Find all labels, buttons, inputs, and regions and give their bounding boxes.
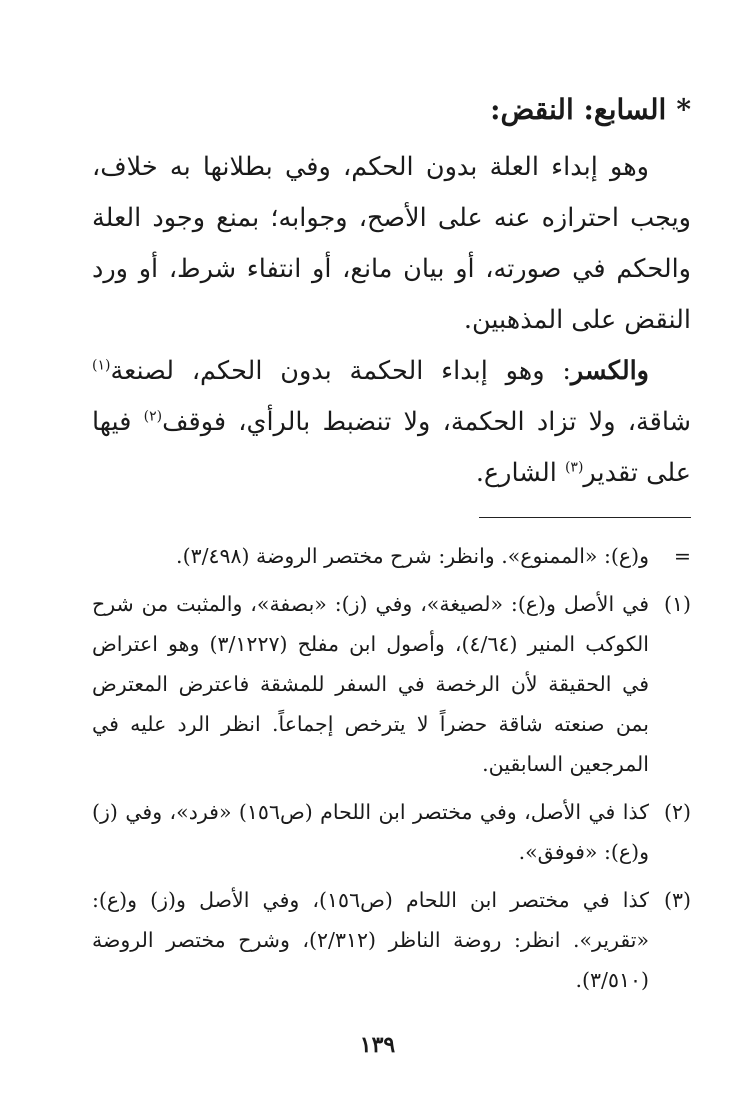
main-text xyxy=(92,142,691,499)
kasr-text-d: الشارع. xyxy=(475,458,565,488)
footnote-ref-3[interactable]: (٣) xyxy=(564,459,584,476)
footnote-text: في الأصل و(ع): «لصيغة»، وفي (ز): «بصفة»، والمثبت من شرح الكوكب المنير (٤/٦٤)، وأصول ابن مفلح (٣/١٢٢٧) وهو اعتراض في الحقيقة لأن الرخصة في السفر للمشقة فاعترض المعترض بمن صنعته شاقة حضراً لا يترخص إجماعاً. انظر الرد عليه في المرجعين السابقين. xyxy=(92,592,649,776)
footnote-number: (١) xyxy=(663,592,691,616)
term-kasr: والكسر xyxy=(570,356,649,386)
heading-star-marker: * xyxy=(676,93,691,126)
footnote-3 xyxy=(92,880,691,1000)
paragraph-kasr xyxy=(92,346,691,499)
footnote-continued xyxy=(92,536,691,576)
kasr-text-a: : وهو إبداء الحكمة بدون الحكم، لصنعة xyxy=(110,356,571,386)
section-heading xyxy=(92,90,691,130)
footnote-ref-1[interactable]: (١) xyxy=(92,357,111,374)
footnote-number: = xyxy=(673,544,691,568)
heading-text: السابع: النقض: xyxy=(490,93,667,126)
paragraph-naqd: وهو إبداء العلة بدون الحكم، وفي بطلانها به خلاف، ويجب احترازه عنه على الأصح، وجوابه؛ بمنع وجود العلة والحكم في صورته، أو بيان مانع، أو انتفاء شرط، أو ورد النقض على المذهبين. xyxy=(92,152,691,335)
kasr-text-c: فيها على تقدير xyxy=(92,407,691,488)
page-number: ١٣٩ xyxy=(359,1032,396,1058)
footnote-number: (٣) xyxy=(663,888,691,912)
footnote-ref-2[interactable]: (٢) xyxy=(143,408,163,425)
footnote-separator xyxy=(479,517,691,518)
kasr-text-b: شاقة، ولا تزاد الحكمة، ولا تنضبط بالرأي، فوقف xyxy=(162,407,691,437)
footnote-1 xyxy=(92,584,691,784)
footnote-text: كذا في مختصر ابن اللحام (ص١٥٦)، وفي الأصل و(ز) و(ع): «تقرير». انظر: روضة الناظر (٢/٣١٢)، وشرح مختصر الروضة (٣/٥١٠). xyxy=(92,888,649,992)
footnotes xyxy=(92,536,691,1000)
footnote-number: (٢) xyxy=(663,800,691,824)
footnote-text: كذا في الأصل، وفي مختصر ابن اللحام (ص١٥٦) «فرد»، وفي (ز) و(ع): «فوفق». xyxy=(92,800,649,864)
footnote-separator-wrap xyxy=(92,499,691,536)
footnote-text: و(ع): «الممنوع». وانظر: شرح مختصر الروضة (٣/٤٩٨). xyxy=(176,544,649,568)
footnote-2 xyxy=(92,792,691,872)
